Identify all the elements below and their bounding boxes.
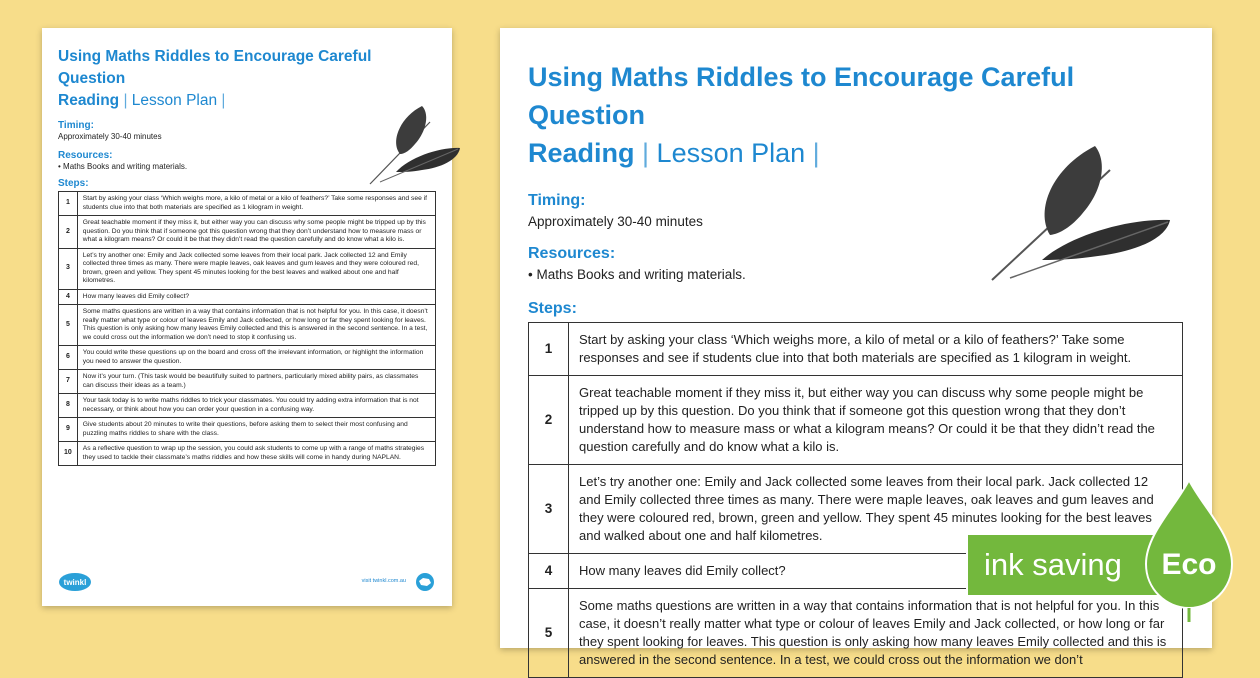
steps-heading: Steps:	[58, 178, 89, 189]
step-number: 1	[59, 192, 78, 216]
step-row	[59, 192, 436, 216]
step-number: 5	[529, 589, 569, 678]
step-number: 2	[59, 216, 78, 249]
step-text: Now it’s your turn. (This task would be beautifully suited to partners, particularly mixed ability pairs, as classmates can discuss their ideas as a team.)	[77, 370, 435, 394]
step-text: How many leaves did Emily collect?	[77, 289, 435, 305]
step-text: You could write these questions up on the board and cross off the irrelevant information, or highlight the information you need to answer the question.	[77, 346, 435, 370]
feather-icon-large	[980, 140, 1180, 290]
step-number: 5	[59, 305, 78, 346]
step-row	[59, 289, 436, 305]
timing-text: Approximately 30-40 minutes	[58, 132, 162, 141]
page-title: Using Maths Riddles to Encourage Careful Question Reading | Lesson Plan |	[58, 48, 372, 109]
title-line1-large: Using Maths Riddles to Encourage Careful Question	[528, 62, 1075, 130]
resources-heading-large: Resources:	[528, 245, 616, 262]
step-text: Great teachable moment if they miss it, but either way you can discuss why some people might be tripped up by this question. Do you think that if someone got this question wrong that they don’t understand how to measure mass or what a kilogram means? Or could it be that they didn’t read the question carefully and do know what a kilo is.	[77, 216, 435, 249]
step-row	[59, 216, 436, 249]
steps-table	[58, 191, 436, 466]
step-text: Give students about 20 minutes to write their questions, before asking them to select their most confusing and puzzling maths riddles to share with the class.	[77, 418, 435, 442]
step-row	[59, 370, 436, 394]
timing-text-large: Approximately 30-40 minutes	[528, 214, 703, 229]
step-number: 4	[529, 554, 569, 589]
footer-url: visit twinkl.com.au	[361, 578, 406, 584]
step-number: 3	[529, 465, 569, 554]
page-footer	[58, 572, 436, 592]
step-number: 2	[529, 376, 569, 465]
step-large-row	[529, 323, 1183, 376]
feather-icon	[360, 102, 465, 192]
step-large-row	[529, 376, 1183, 465]
step-text: Let’s try another one: Emily and Jack collected some leaves from their local park. Jack collected 12 and Emily collected three times as many. There were maple leaves, oak leaves and gum leaves and they were coloured red, brown, green and yellow. They spent 45 minutes looking for the best leaves and walked about one and half kilometres.	[569, 465, 1183, 554]
step-text: Let’s try another one: Emily and Jack collected some leaves from their local park. Jack collected 12 and Emily collected three times as many. There were maple leaves, oak leaves and gum leaves and they were coloured red, brown, green and yellow. They spent 45 minutes looking for the best leaves and walked about one and half kilometres.	[77, 248, 435, 289]
step-text: Great teachable moment if they miss it, but either way you can discuss why some people might be tripped up by this question. Do you think that if someone got this question wrong that they don’t understand how to measure mass or what a kilogram means? Or could it be that they didn’t read the question carefully and do know what a kilo is.	[569, 376, 1183, 465]
step-number: 7	[59, 370, 78, 394]
title-line2-main: Reading	[58, 92, 120, 109]
timing-heading: Timing:	[58, 120, 94, 131]
step-text: As a reflective question to wrap up the session, you could ask students to come up with a range of maths strategies they used to tackle their classmate’s maths riddles and how these skills will come in handy during NAPLAN.	[77, 442, 435, 466]
resources-text-large: • Maths Books and writing materials.	[528, 267, 746, 282]
svg-text:twinkl: twinkl	[63, 578, 87, 587]
step-number: 10	[59, 442, 78, 466]
step-row	[59, 248, 436, 289]
title-line2-sub-large: Lesson Plan	[656, 138, 806, 168]
step-text: Start by asking your class ‘Which weighs more, a kilo of metal or a kilo of feathers?’ Take some responses and see if students clue into that both materials are specified as 1 kilogram in weight.	[77, 192, 435, 216]
step-number: 6	[59, 346, 78, 370]
title-line2-sub: Lesson Plan	[131, 92, 218, 109]
step-text: Some maths questions are written in a way that contains information that is not helpful for you. In this case, it doesn’t really matter what type or colour of leaves Emily and Jack collected, or how long or far they spent looking for leaves. This question is only asking how many leaves Emily collected and this is answered in the second sentence. In a test, we could cross out the information we don’t	[569, 589, 1183, 678]
step-large-row	[529, 589, 1183, 678]
title-line2-main-large: Reading	[528, 138, 635, 168]
steps-table-large	[528, 322, 1183, 678]
step-number: 4	[59, 289, 78, 305]
twinkl-logo-icon	[58, 572, 92, 592]
resources-heading: Resources:	[58, 150, 113, 161]
step-text: How many leaves did Emily collect?	[569, 554, 1183, 589]
timing-heading-large: Timing:	[528, 192, 586, 209]
step-row	[59, 394, 436, 418]
step-number: 1	[529, 323, 569, 376]
page-title-large: Using Maths Riddles to Encourage Careful Question Reading | Lesson Plan |	[528, 62, 1075, 168]
step-number: 8	[59, 394, 78, 418]
ink-saving-badge: ink saving	[966, 533, 1166, 597]
resources-text: • Maths Books and writing materials.	[58, 162, 188, 171]
document-page-thumbnail	[42, 28, 452, 606]
steps-heading-large: Steps:	[528, 300, 577, 317]
step-text: Some maths questions are written in a way that contains information that is not helpful for you. In this case, it doesn’t really matter what type or colour of leaves Emily and Jack collected, or how long or far they spent looking for leaves. This question is only asking how many leaves Emily collected and this is answered in the second sentence. In a test, we could cross out the information we don’t need to stop it confusing us.	[77, 305, 435, 346]
eco-drop-icon	[1140, 476, 1238, 622]
step-text: Your task today is to write maths riddles to trick your classmates. You could try adding extra information that is not necessary, or think about how you can order your question in a confusing way.	[77, 394, 435, 418]
eco-label: Eco	[1161, 548, 1217, 581]
step-row	[59, 418, 436, 442]
step-row	[59, 305, 436, 346]
title-line1: Using Maths Riddles to Encourage Careful Question	[58, 48, 372, 87]
step-row	[59, 346, 436, 370]
step-number: 3	[59, 248, 78, 289]
step-row	[59, 442, 436, 466]
step-number: 9	[59, 418, 78, 442]
australia-logo-icon	[414, 572, 436, 592]
step-text: Start by asking your class ‘Which weighs more, a kilo of metal or a kilo of feathers?’ Take some responses and see if students clue into that both materials are specified as 1 kilogram in weight.	[569, 323, 1183, 376]
